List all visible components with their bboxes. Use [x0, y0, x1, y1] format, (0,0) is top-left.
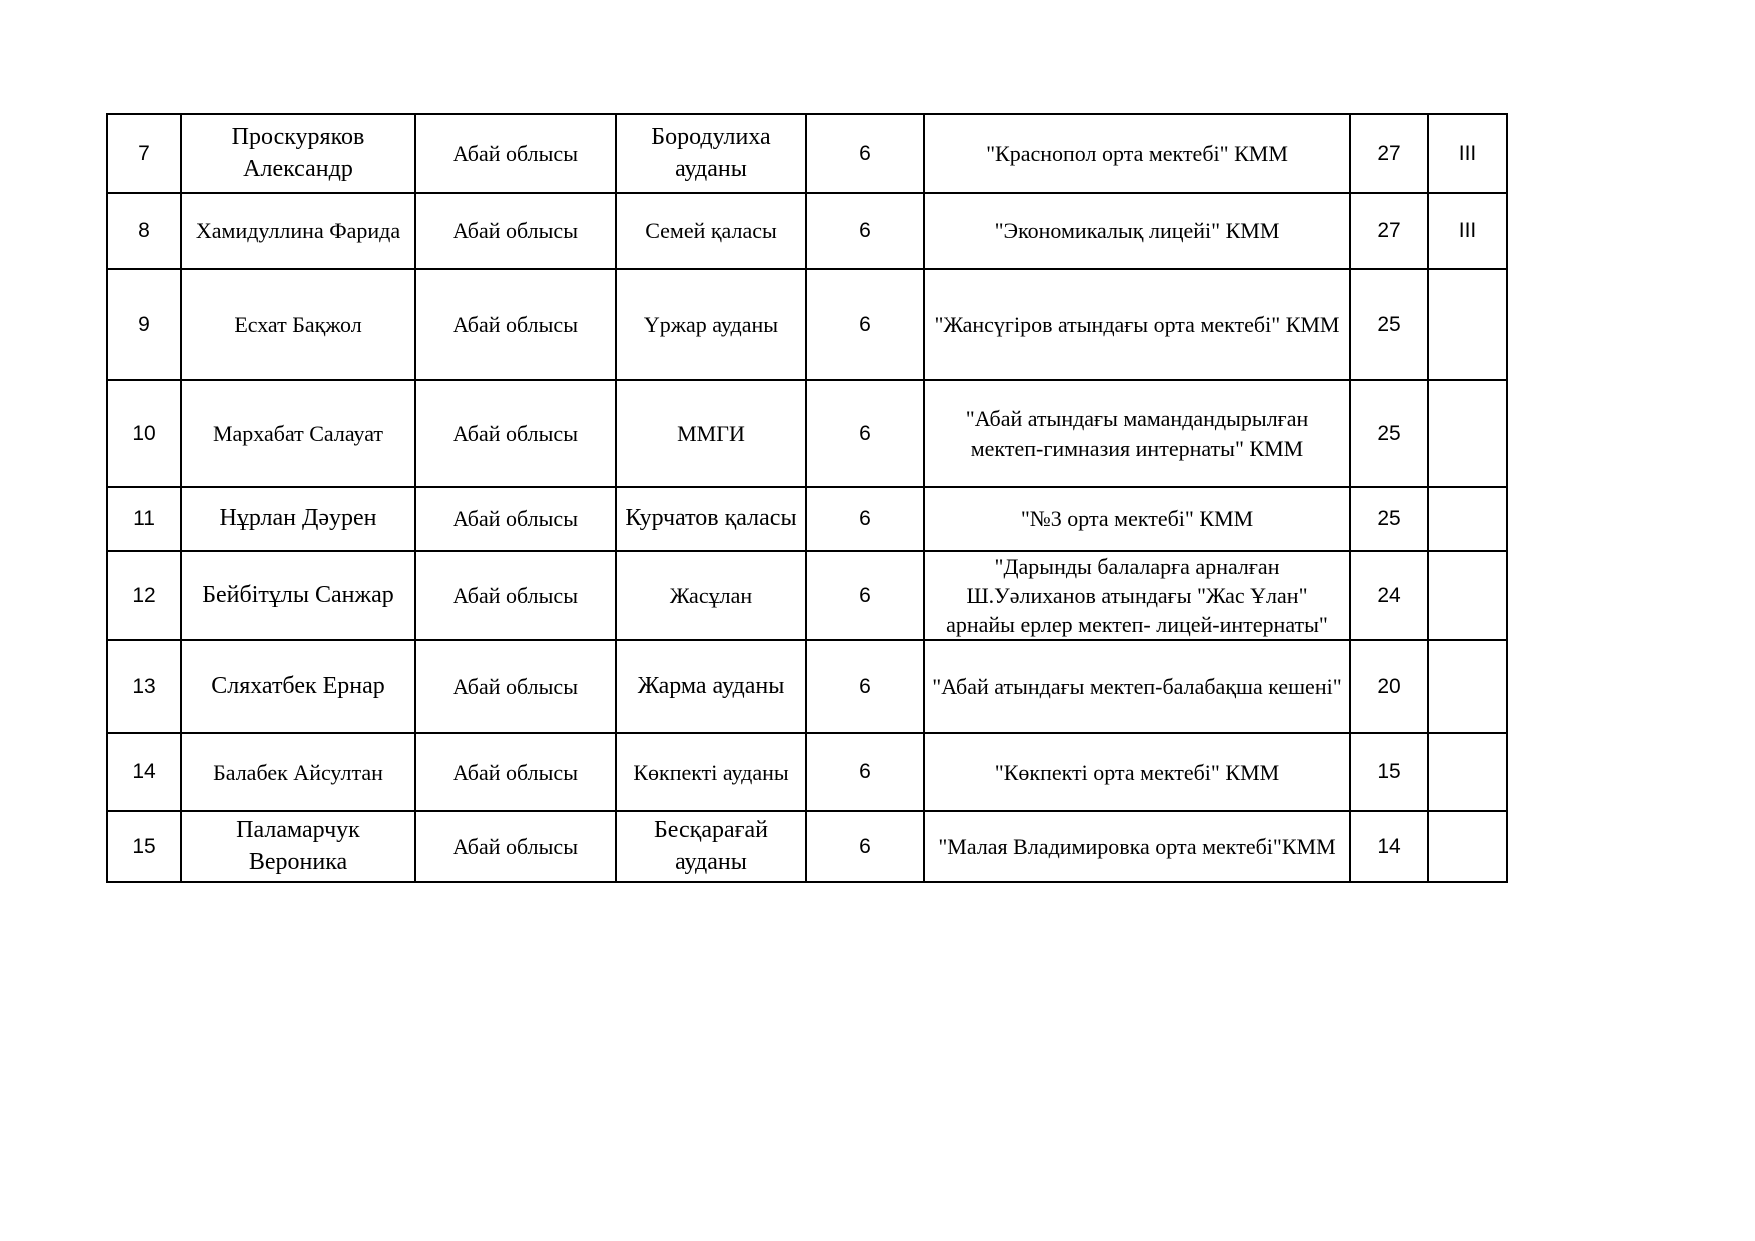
- school-cell: "Краснопол орта мектебі" КММ: [924, 114, 1350, 193]
- participant-name-cell: Бейбітұлы Санжар: [181, 551, 415, 640]
- participant-name-cell: Есхат Бақжол: [181, 269, 415, 380]
- table-row: [107, 114, 1507, 193]
- region-cell: Абай облысы: [415, 733, 616, 811]
- district-cell: Бородулиха ауданы: [616, 114, 806, 193]
- school-cell: "Көкпекті орта мектебі" КММ: [924, 733, 1350, 811]
- table-row: [107, 640, 1507, 733]
- place-cell: III: [1428, 193, 1507, 269]
- place-cell: [1428, 380, 1507, 487]
- table-row: [107, 733, 1507, 811]
- participant-name-cell: Паламарчук Вероника: [181, 811, 415, 882]
- score-cell: 25: [1350, 487, 1428, 551]
- school-cell: "Жансүгіров атындағы орта мектебі" КММ: [924, 269, 1350, 380]
- row-number-cell: 14: [107, 733, 181, 811]
- region-cell: Абай облысы: [415, 640, 616, 733]
- region-cell: Абай облысы: [415, 269, 616, 380]
- district-cell: Жасұлан: [616, 551, 806, 640]
- grade-cell: 6: [806, 640, 924, 733]
- district-cell: Курчатов қаласы: [616, 487, 806, 551]
- place-cell: [1428, 733, 1507, 811]
- table-row: [107, 487, 1507, 551]
- school-cell: "Экономикалық лицейі" КММ: [924, 193, 1350, 269]
- score-cell: 25: [1350, 269, 1428, 380]
- score-cell: 27: [1350, 193, 1428, 269]
- district-cell: Көкпекті ауданы: [616, 733, 806, 811]
- score-cell: 25: [1350, 380, 1428, 487]
- place-cell: [1428, 551, 1507, 640]
- grade-cell: 6: [806, 114, 924, 193]
- region-cell: Абай облысы: [415, 811, 616, 882]
- row-number-cell: 12: [107, 551, 181, 640]
- grade-cell: 6: [806, 380, 924, 487]
- district-cell: Үржар ауданы: [616, 269, 806, 380]
- participant-name-cell: Сляхатбек Ернар: [181, 640, 415, 733]
- grade-cell: 6: [806, 269, 924, 380]
- participant-name-cell: Нұрлан Дәурен: [181, 487, 415, 551]
- score-cell: 27: [1350, 114, 1428, 193]
- grade-cell: 6: [806, 811, 924, 882]
- row-number-cell: 11: [107, 487, 181, 551]
- place-cell: [1428, 487, 1507, 551]
- place-cell: [1428, 811, 1507, 882]
- place-cell: [1428, 269, 1507, 380]
- results-table: [106, 113, 1508, 883]
- score-cell: 15: [1350, 733, 1428, 811]
- table-row: [107, 380, 1507, 487]
- region-cell: Абай облысы: [415, 193, 616, 269]
- region-cell: Абай облысы: [415, 487, 616, 551]
- district-cell: ММГИ: [616, 380, 806, 487]
- row-number-cell: 13: [107, 640, 181, 733]
- participant-name-cell: Проскуряков Александр: [181, 114, 415, 193]
- place-cell: [1428, 640, 1507, 733]
- score-cell: 14: [1350, 811, 1428, 882]
- school-cell: "Абай атындағы мектеп-балабақша кешені": [924, 640, 1350, 733]
- row-number-cell: 7: [107, 114, 181, 193]
- grade-cell: 6: [806, 487, 924, 551]
- school-cell: "№3 орта мектебі" КММ: [924, 487, 1350, 551]
- score-cell: 20: [1350, 640, 1428, 733]
- row-number-cell: 9: [107, 269, 181, 380]
- region-cell: Абай облысы: [415, 114, 616, 193]
- school-cell: "Дарынды балаларға арналған Ш.Уәлиханов атындағы "Жас Ұлан" арнайы ерлер мектеп- лицей-интернаты": [924, 551, 1350, 640]
- participant-name-cell: Мархабат Салауат: [181, 380, 415, 487]
- grade-cell: 6: [806, 551, 924, 640]
- table-row: [107, 551, 1507, 640]
- row-number-cell: 10: [107, 380, 181, 487]
- grade-cell: 6: [806, 193, 924, 269]
- place-cell: III: [1428, 114, 1507, 193]
- school-cell: "Малая Владимировка орта мектебі"КММ: [924, 811, 1350, 882]
- participant-name-cell: Балабек Айсултан: [181, 733, 415, 811]
- school-cell: "Абай атындағы мамандандырылған мектеп-гимназия интернаты" КММ: [924, 380, 1350, 487]
- district-cell: Бесқарағай ауданы: [616, 811, 806, 882]
- district-cell: Жарма ауданы: [616, 640, 806, 733]
- score-cell: 24: [1350, 551, 1428, 640]
- region-cell: Абай облысы: [415, 551, 616, 640]
- region-cell: Абай облысы: [415, 380, 616, 487]
- table-row: [107, 269, 1507, 380]
- table-row: [107, 811, 1507, 882]
- district-cell: Семей қаласы: [616, 193, 806, 269]
- participant-name-cell: Хамидуллина Фарида: [181, 193, 415, 269]
- table-row: [107, 193, 1507, 269]
- row-number-cell: 8: [107, 193, 181, 269]
- grade-cell: 6: [806, 733, 924, 811]
- row-number-cell: 15: [107, 811, 181, 882]
